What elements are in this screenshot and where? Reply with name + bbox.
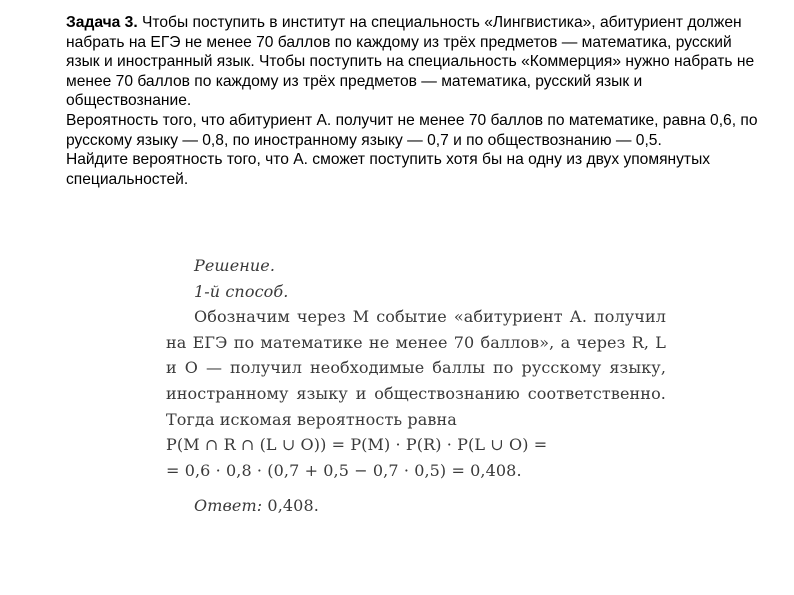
solution-heading: Решение. <box>194 256 276 275</box>
problem-title: Задача 3. <box>66 14 138 31</box>
problem-probabilities: Вероятность того, что абитуриент А. получит не менее 70 баллов по математике, равна 0,6, по русскому языку — 0,8, по иностранному языку — 0,7 и по обществознанию — 0,5. <box>66 111 758 149</box>
solution-method: 1-й способ. <box>194 281 289 301</box>
solution-answer <box>166 493 666 519</box>
problem-question: Найдите вероятность того, что А. сможет поступить хотя бы на одну из двух упомянутых специальностей. <box>66 151 711 188</box>
problem-text: Чтобы поступить в институт на специальность «Лингвистика», абитуриент должен набрать на ЕГЭ не менее 70 баллов по каждому из трёх предметов — математика, русский язык и иностранный язык. Чтобы поступить на специальность «Коммерция» нужно набрать не менее 70 баллов по каждому из трёх предметов — математика, русский язык и обществознание. <box>66 14 755 110</box>
answer-value: 0,408. <box>262 496 319 516</box>
solution-equation-2: = 0,6 · 0,8 · (0,7 + 0,5 − 0,7 · 0,5) = 0,408. <box>166 460 522 480</box>
solution-paragraph: Обозначим через M событие «абитуриент А. получил на ЕГЭ по математике не менее 70 баллов», а через R, L и O — получил необходимые баллы по русскому языку, иностранному языку и обществознанию соответственно. Тогда искомая вероятность равна <box>166 307 666 429</box>
problem-paragraph <box>66 13 766 111</box>
solution-equation-1: P(M ∩ R ∩ (L ∪ O)) = P(M) · P(R) · P(L ∪ O) = <box>166 435 548 455</box>
solution-block <box>166 253 666 519</box>
answer-label: Ответ: <box>194 496 263 516</box>
problem-statement <box>66 13 766 189</box>
